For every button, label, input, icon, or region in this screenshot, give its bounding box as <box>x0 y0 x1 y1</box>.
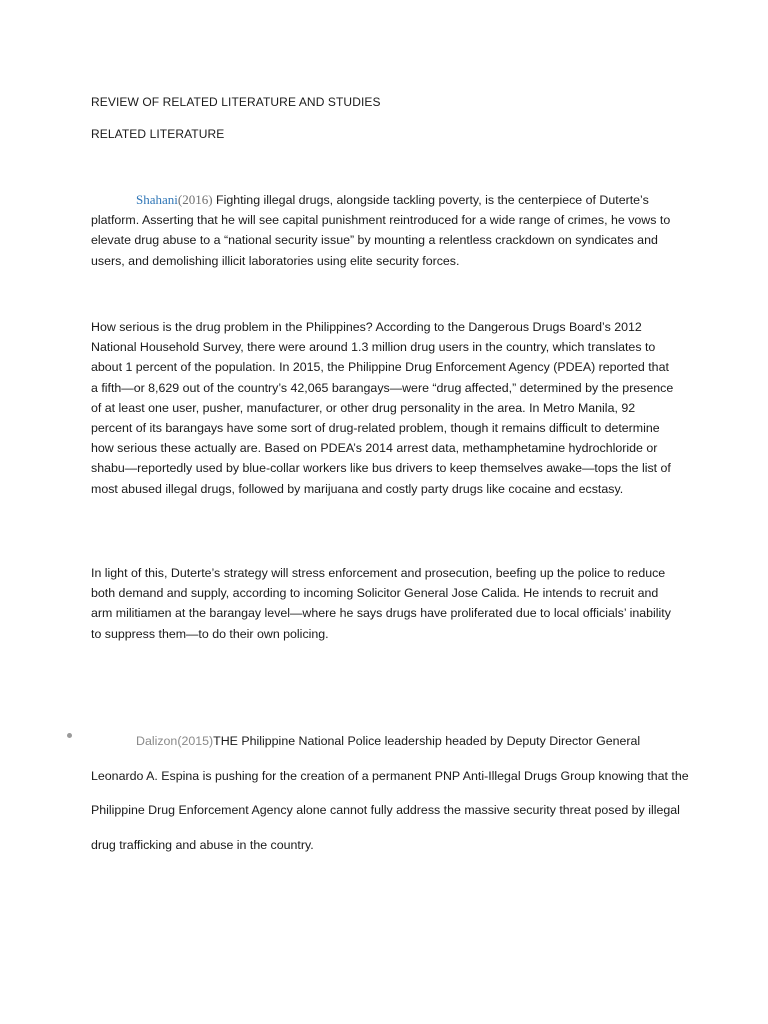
paragraph-shahani <box>91 190 677 271</box>
citation: Dalizon(2015) <box>136 734 214 748</box>
paragraph-duterte-strategy: In light of this, Duterte’s strategy will stress enforcement and prosecution, beefing up the police to reduce both demand and supply, according to incoming Solicitor General Jose Calida. He intends to recruit and arm militiamen at the barangay level—where he says drugs have proliferated due to local officials’ inability to suppress them—to do their own policing. <box>91 566 671 641</box>
paragraph-text: THE Philippine National Police leadership headed by Deputy Director General Leonardo A. Espina is pushing for the creation of a permanent PNP Anti-Illegal Drugs Group knowing that the Philippine Drug Enforcement Agency alone cannot fully address the massive security threat posed by illegal drug trafficking and abuse in the country. <box>91 734 689 853</box>
paragraph-text: Fighting illegal drugs, alongside tackling poverty, is the centerpiece of Duterte’s platform. Asserting that he will see capital punishment reintroduced for a wide range of crimes, he vows to elevate drug abuse to a “national security issue” by mounting a relentless crackdown on syndicates and users, and demolishing illicit laboratories using elite security forces. <box>91 193 671 268</box>
citation-year: (2016) <box>177 192 213 207</box>
paragraph-drug-problem: How serious is the drug problem in the Philippines? According to the Dangerous Drugs Board’s 2012 National Household Survey, there were around 1.3 million drug users in the country, which translates to about 1 percent of the population. In 2015, the Philippine Drug Enforcement Agency (PDEA) reported that a fifth—or 8,629 out of the country’s 42,065 barangays—were “drug affected,” determined by the presence of at least one user, pusher, manufacturer, or other drug personality in the area. In Metro Manila, 92 percent of its barangays have some sort of drug-related problem, though it remains difficult to determine how serious these actually are. Based on PDEA’s 2014 arrest data, methamphetamine hydrochloride or shabu—reportedly used by blue-collar workers like bus drivers to keep themselves awake—tops the list of most abused illegal drugs, followed by marijuana and costly party drugs like cocaine and ecstasy. <box>91 320 674 496</box>
paragraph-dalizon <box>91 724 691 863</box>
citation-author: Shahani <box>136 192 178 207</box>
bullet-icon <box>67 733 72 738</box>
section-heading: REVIEW OF RELATED LITERATURE AND STUDIES <box>91 95 381 109</box>
subsection-heading: RELATED LITERATURE <box>91 127 225 141</box>
